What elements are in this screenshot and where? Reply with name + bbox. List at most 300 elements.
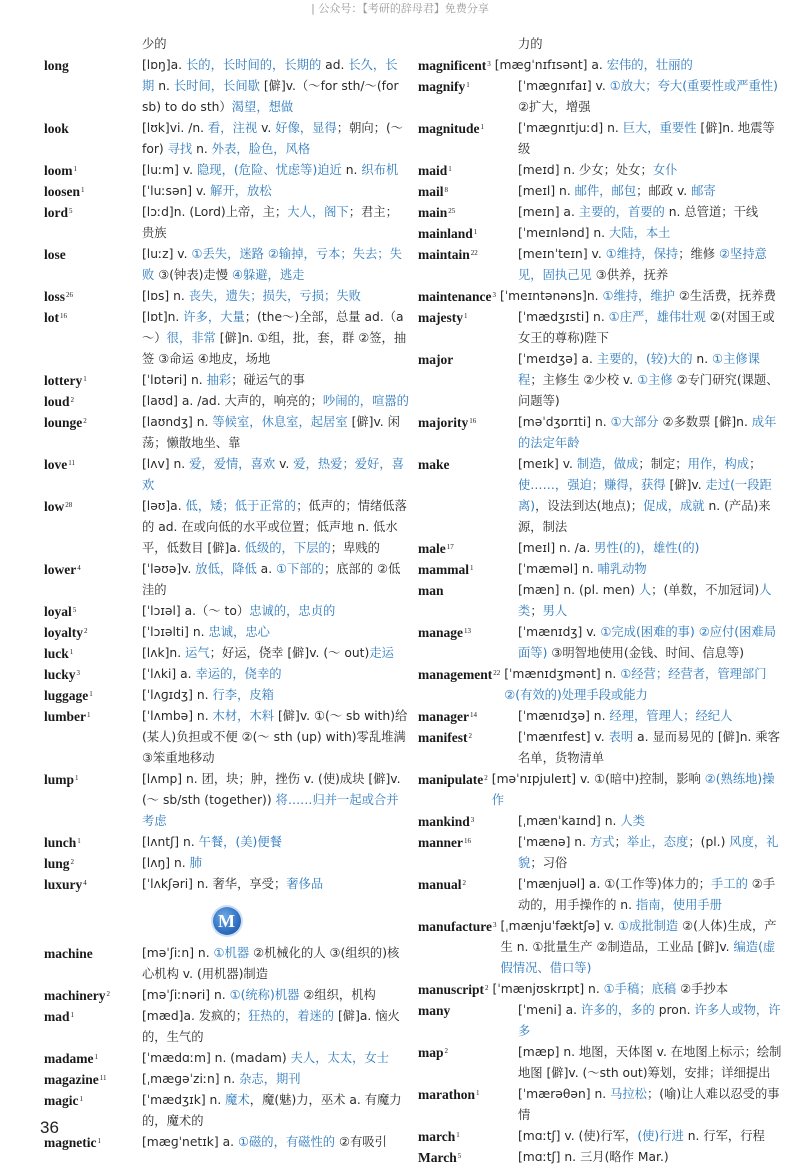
dictionary-entry — [418, 979, 783, 1000]
definition-text: [lʌk]n. — [142, 646, 186, 660]
headword: magnify$^1$ — [418, 79, 470, 94]
frequency-count: 2 — [444, 1047, 449, 1055]
dictionary-entry — [418, 580, 783, 622]
definition-text: [ˈmeni] a. — [518, 1003, 581, 1017]
key-meaning: 很，非常 — [166, 331, 216, 345]
key-meaning: 主要的，(较)大的 — [596, 352, 693, 366]
key-meaning: (使)行进 — [637, 1129, 684, 1143]
frequency-count: 3 — [487, 60, 491, 68]
dictionary-entry — [418, 622, 783, 664]
key-meaning: ①放大；夸大(重要性或严重性) — [609, 79, 778, 93]
definition-text: ②手抄本 — [676, 982, 728, 996]
definition-text: [ˈmænjuəl] a. ①(工作等)体力的； — [518, 877, 711, 891]
frequency-count: 1 — [470, 564, 474, 572]
headword: March$^5$ — [418, 1150, 462, 1165]
headword: loom$^1$ — [44, 163, 77, 178]
headword: magnetic$^1$ — [44, 1135, 101, 1150]
definition-text: ②扩大，增强 — [518, 100, 591, 114]
definition-text: [ˈmænɪdʒmənt] n. — [504, 667, 621, 681]
dictionary-entry — [418, 727, 783, 769]
definition — [142, 559, 409, 601]
definition-text: ad. — [321, 58, 349, 72]
frequency-count: 5 — [72, 606, 77, 614]
key-meaning: ①下部的 — [276, 562, 324, 576]
key-meaning: 走运 — [369, 646, 394, 660]
dictionary-entry — [418, 1084, 783, 1126]
definition — [492, 769, 783, 811]
key-meaning: 吵闹的，喧嚣的 — [322, 394, 409, 408]
definition — [142, 55, 409, 118]
dictionary-entry — [418, 118, 783, 160]
headword: manipulate$^2$ — [418, 772, 488, 787]
key-meaning: 许多的，多的 — [581, 1003, 655, 1017]
definition-text: ；底部的 ②低洼的 — [142, 562, 401, 597]
frequency-count: 2 — [84, 627, 88, 635]
headword: low$^{28}$ — [44, 499, 73, 514]
key-meaning: 行李，皮箱 — [212, 688, 274, 702]
key-meaning: ①维持，保持 — [605, 247, 679, 261]
dictionary-entry — [44, 286, 409, 307]
definition-text: [ˈlɔɪəl] a.（～ to） — [142, 604, 250, 618]
frequency-count: 1 — [69, 648, 74, 656]
key-meaning: ①完成(困难的事) — [600, 625, 695, 639]
definition — [142, 664, 409, 685]
headword: maintenance$^3$ — [418, 289, 496, 304]
key-meaning: 抽彩 — [206, 373, 232, 387]
definition-text: [僻]v. — [665, 478, 706, 492]
frequency-count: 1 — [463, 312, 468, 320]
definition-text: [ˈmænjʊskrɪpt] n. — [492, 982, 604, 996]
definition-text: n. 总管道；干线 — [664, 205, 759, 219]
dictionary-entry — [418, 1126, 783, 1147]
definition-text: ，设法到达(地点)； — [535, 499, 644, 513]
definition-text: [ˈlɔɪəlti] n. — [142, 625, 209, 639]
headword: lunch$^1$ — [44, 835, 81, 850]
definition — [142, 307, 409, 370]
dictionary-entry — [44, 853, 409, 874]
definition-text: [lɒs] n. — [142, 289, 189, 303]
definition-text: [ˈluːsən] v. — [142, 184, 211, 198]
headword: lose — [44, 247, 66, 262]
key-meaning: 人类 — [518, 583, 772, 618]
definition — [142, 1132, 409, 1153]
definition-text: [僻]v. 闲荡；懒散地坐、靠 — [142, 415, 400, 450]
definition-text: v. — [275, 457, 294, 471]
headword: magazine$^{11}$ — [44, 1072, 107, 1087]
definition-text: ；朝向；(～for) — [142, 121, 404, 156]
dictionary-entry — [44, 601, 409, 622]
key-meaning: ②(熟练地)操作 — [491, 772, 775, 807]
dictionary-entry — [44, 664, 409, 685]
definition-text: [ˈmeɪnlənd] n. — [518, 226, 609, 240]
dictionary-entry — [44, 832, 409, 853]
definition-text: [məˈʃiːnəri] n. — [142, 988, 230, 1002]
definition-text: [僻]v.（～for sth/～(for sb) to do sth） — [142, 79, 399, 114]
definition-text: n. — [341, 163, 362, 177]
headword: look — [44, 121, 69, 136]
definition-text: [mæɡˈnɪfɪsənt] a. — [494, 58, 607, 72]
key-meaning: 女仆 — [652, 163, 678, 177]
dictionary-entry — [44, 370, 409, 391]
key-meaning: ①成批制造 — [618, 919, 679, 933]
key-meaning: ①维持，维护 — [602, 289, 675, 303]
definition-text: ②生活费，抚养费 — [674, 289, 776, 303]
definition-text: ；习俗 — [530, 856, 568, 870]
headword: madame$^1$ — [44, 1051, 98, 1066]
frequency-count: 1 — [466, 81, 470, 89]
key-meaning: 夫人，太太，女士 — [290, 1051, 390, 1065]
definition — [518, 349, 783, 412]
key-meaning: 好像，显得 — [275, 121, 337, 135]
definition-text: [luːm] v. — [142, 163, 197, 177]
key-meaning: 幸运的，侥幸的 — [195, 667, 282, 681]
frequency-count: 28 — [65, 501, 73, 509]
frequency-count: 2 — [485, 984, 489, 992]
definition-text: [mæp] n. 地图，天体图 v. 在地图上标示；绘制地图 [僻]v. (～sth out)筹划，安排；详细提出 — [518, 1045, 782, 1080]
dictionary-entry — [44, 244, 409, 286]
frequency-count: 1 — [89, 690, 93, 698]
headword: luxury$^4$ — [44, 877, 87, 892]
definition — [142, 622, 409, 643]
definition-text: [ˈlʌki] a. — [142, 667, 196, 681]
headword: machinery$^2$ — [44, 988, 110, 1003]
definition-text: [ˈləʊə]v. — [142, 562, 196, 576]
definition-text: ；维修 — [678, 247, 720, 261]
key-meaning: 哺乳动物 — [597, 562, 647, 576]
key-meaning: 邮件，邮包 — [574, 184, 637, 198]
key-meaning: 长久，长期 — [142, 58, 398, 93]
definition — [518, 811, 783, 832]
definition-text: [ˈmænɪdʒə] n. — [518, 709, 610, 723]
definition — [142, 412, 409, 454]
definition-text: [ˈmænɪdʒ] v. — [518, 625, 601, 639]
definition-text: ②专门研究(课题、问题等) — [518, 373, 779, 408]
key-meaning: 看，注视 — [208, 121, 258, 135]
frequency-count: 1 — [83, 375, 87, 383]
frequency-count: 1 — [73, 165, 77, 173]
frequency-count: 1 — [456, 1131, 460, 1139]
key-meaning: ①大部分 — [610, 415, 659, 429]
definition — [518, 202, 783, 223]
key-meaning: 走过(一段距离) — [518, 478, 772, 513]
section-letter-badge: M — [213, 907, 241, 935]
definition — [142, 685, 409, 706]
dictionary-entry — [418, 664, 783, 706]
dictionary-entry — [418, 538, 783, 559]
frequency-count: 8 — [444, 186, 448, 194]
definition-text: [meɪnˈteɪn] v. — [518, 247, 606, 261]
definition — [518, 412, 783, 454]
definition — [142, 202, 409, 244]
frequency-count: 26 — [66, 291, 74, 299]
headword: luck$^1$ — [44, 646, 74, 661]
dictionary-entry — [44, 496, 409, 559]
headword: many — [418, 1003, 451, 1018]
key-meaning: 宏伟的，壮丽的 — [606, 58, 693, 72]
dictionary-entry — [418, 874, 783, 916]
key-meaning: 巨大，重要性 — [622, 121, 697, 135]
dictionary-entry — [418, 223, 783, 244]
key-meaning: ①主修 — [637, 373, 673, 387]
key-meaning: ④躲避，逃走 — [231, 268, 305, 282]
dictionary-entry — [44, 685, 409, 706]
definition — [518, 1126, 783, 1147]
definition-text: ；低声的；情绪低落的 ad. 在或向低的水平或位置；低声地 n. 低水平，低数目 [僻]a. — [142, 499, 407, 555]
headword: mad$^1$ — [44, 1009, 75, 1024]
frequency-count: 2 — [106, 990, 110, 998]
definition-text: [ləʊ]a. — [142, 499, 186, 513]
definition-text: ③(钟表)走慢 — [154, 268, 232, 282]
key-meaning: ②(有效的)处理手段或能力 — [504, 688, 648, 702]
definition-text: [meɪk] v. — [518, 457, 577, 471]
right-column — [418, 34, 783, 1168]
definition-text: ；(喻)让人难以忍受的事情 — [518, 1087, 780, 1122]
key-meaning: ①(统称)机器 — [229, 988, 300, 1002]
definition — [142, 1069, 409, 1090]
key-meaning: 成年的法定年龄 — [518, 415, 777, 450]
definition-text: ②(人体)生成，产生 n. ①批量生产 ②制造品，工业品 [僻]v. — [500, 919, 777, 954]
dictionary-entry — [44, 181, 409, 202]
definition-text: n. 行军，行程 — [683, 1129, 765, 1143]
dictionary-entry — [418, 916, 783, 979]
dictionary-entry — [44, 55, 409, 118]
key-meaning: ②应付(困难局面等) — [518, 625, 776, 660]
headword: manner$^{16}$ — [418, 835, 471, 850]
key-meaning: 寻找 — [167, 142, 193, 156]
headword: make — [418, 457, 450, 472]
key-meaning: 隐现，(危险、忧虑等)迫近 — [196, 163, 342, 177]
key-meaning: 等候室，休息室，起居室 — [212, 415, 348, 429]
definition — [142, 601, 409, 622]
dictionary-entry — [418, 811, 783, 832]
definition-text: [lʌv] n. — [142, 457, 190, 471]
key-meaning: 低级的，下层的 — [244, 541, 331, 555]
headword: mammal$^1$ — [418, 562, 474, 577]
key-meaning: 用作，构成 — [687, 457, 750, 471]
definition — [518, 1147, 783, 1168]
headword: lucky$^3$ — [44, 667, 81, 682]
headword: lottery$^1$ — [44, 373, 87, 388]
dictionary-entry — [418, 1042, 783, 1084]
definition-text: [ˈlʌmbə] n. — [142, 709, 213, 723]
headword: lord$^5$ — [44, 205, 73, 220]
key-meaning: 午餐，(美)便餐 — [198, 835, 282, 849]
dictionary-entry — [418, 202, 783, 223]
key-meaning: ①机器 — [213, 946, 250, 960]
headword: lump$^1$ — [44, 772, 79, 787]
key-meaning: 编造(虚假情况、借口等) — [500, 940, 776, 975]
frequency-count: 14 — [470, 711, 477, 719]
key-meaning: 男人 — [542, 604, 568, 618]
dictionary-entry — [44, 1132, 409, 1153]
key-meaning: 举止，态度 — [626, 835, 689, 849]
headword: map$^2$ — [418, 1045, 449, 1060]
key-meaning: 长时间，长间歇 — [173, 79, 260, 93]
dictionary-entry — [44, 1090, 409, 1132]
frequency-count: 1 — [480, 123, 485, 131]
definition-text: [mɑːtʃ] v. (使)行军， — [518, 1129, 638, 1143]
definition-text: ②有吸引 — [335, 1135, 387, 1149]
key-meaning: 使……，强迫；赚得，获得 — [518, 478, 666, 492]
frequency-count: 3 — [493, 921, 497, 929]
headword: manufacture$^3$ — [418, 919, 497, 934]
definition-text: ； — [749, 457, 762, 471]
definition-text: [ˌmænˈkaɪnd] n. — [518, 814, 621, 828]
frequency-count: 1 — [79, 1095, 83, 1103]
frequency-count: 1 — [81, 186, 85, 194]
definition — [495, 55, 783, 76]
dictionary-entry — [44, 307, 409, 370]
definition-text: [mæn] n. (pl. men) — [518, 583, 639, 597]
definition-text: 力的 — [518, 37, 543, 51]
definition-text: [ˈmæməl] n. — [518, 562, 598, 576]
key-meaning: 手工的 — [710, 877, 748, 891]
frequency-count: 3 — [470, 816, 475, 824]
definition — [518, 244, 783, 286]
frequency-count: 4 — [83, 879, 87, 887]
definition — [142, 370, 409, 391]
key-meaning: 制造，做成 — [576, 457, 639, 471]
dictionary-entry — [418, 412, 783, 454]
key-meaning: 指南，使用手册 — [635, 898, 722, 912]
dictionary-entry — [44, 202, 409, 244]
dictionary-entry — [44, 769, 409, 832]
dictionary-entry — [418, 832, 783, 874]
headword: major — [418, 352, 454, 367]
definition-text: [laʊd] a. /ad. 大声的，响亮的； — [142, 394, 323, 408]
definition — [518, 1084, 783, 1126]
key-meaning: 人类 — [620, 814, 645, 828]
definition-text: ②手动的，用手操作的 n. — [518, 877, 776, 912]
headword: loss$^{26}$ — [44, 289, 74, 304]
definition-text: [lʊk]vi. /n. — [142, 121, 208, 135]
key-meaning: 表明 — [608, 730, 634, 744]
dictionary-entry — [418, 1147, 783, 1168]
frequency-count: 5 — [457, 1152, 462, 1160]
definition — [142, 769, 409, 832]
definition-text: [ˈmædʒɪsti] n. — [518, 310, 609, 324]
key-meaning: 忠诚，忠心 — [208, 625, 270, 639]
headword: lower$^4$ — [44, 562, 81, 577]
dictionary-entry — [44, 622, 409, 643]
key-meaning: 风度，礼貌 — [518, 835, 779, 870]
definition — [142, 874, 409, 895]
key-meaning: 忠诚的，忠贞的 — [249, 604, 336, 618]
definition-text: [ˈmænɪfest] v. — [518, 730, 609, 744]
key-meaning: 邮寄 — [691, 184, 716, 198]
headword: loyal$^5$ — [44, 604, 77, 619]
definition-text: ； — [614, 835, 627, 849]
dictionary-entry — [418, 181, 783, 202]
headword: manifest$^2$ — [418, 730, 472, 745]
definition — [142, 1048, 409, 1069]
key-meaning: ①庄严，雄伟壮观 — [608, 310, 706, 324]
headword: magic$^1$ — [44, 1093, 83, 1108]
definition-text: ②(对国王或女王的尊称)陛下 — [518, 310, 775, 345]
headword: maid$^1$ — [418, 163, 452, 178]
definition — [142, 454, 409, 496]
definition — [142, 286, 409, 307]
definition-text: [僻]n. 地震等级 — [518, 121, 775, 156]
definition-text: [meɪd] n. 少女；处女； — [518, 163, 653, 177]
definition-text: [ˈmædɑːm] n. (madam) — [142, 1051, 291, 1065]
definition-text: ；君主；贵族 — [142, 205, 398, 240]
definition-text: [meɪn] a. — [518, 205, 579, 219]
page-header: | 公众号：【考研的辞母君】免费分享 — [311, 2, 489, 15]
definition — [518, 559, 783, 580]
definition — [493, 979, 783, 1000]
key-meaning: 人 — [638, 583, 652, 597]
definition-text: [lʌŋ] n. — [142, 856, 190, 870]
dictionary-entry — [418, 244, 783, 286]
definition-text: n. (产品)来源，制法 — [518, 499, 771, 534]
key-meaning: 许多人或物，许多 — [518, 1003, 781, 1038]
frequency-count: 13 — [464, 627, 471, 635]
key-meaning: ①手稿；底稿 — [603, 982, 677, 996]
headword: main$^{25}$ — [418, 205, 456, 220]
headword: manage$^{13}$ — [418, 625, 471, 640]
dictionary-entry — [44, 391, 409, 412]
frequency-count: 2 — [70, 396, 75, 404]
headword: mail$^8$ — [418, 184, 448, 199]
frequency-count: 1 — [473, 228, 478, 236]
frequency-count: 1 — [476, 1089, 480, 1097]
definition-text: [meɪl] n. — [518, 184, 575, 198]
definition — [518, 118, 783, 160]
definition — [518, 1042, 783, 1084]
key-meaning: 男性(的)，雄性(的) — [594, 541, 700, 555]
definition-text: [laʊndʒ] n. — [142, 415, 213, 429]
definition — [142, 853, 409, 874]
frequency-count: 2 — [484, 774, 488, 782]
headword: march$^1$ — [418, 1129, 460, 1144]
frequency-count: 1 — [97, 1137, 101, 1145]
key-meaning: 大陆，本土 — [608, 226, 671, 240]
headword: machine — [44, 946, 93, 961]
headword: loyalty$^2$ — [44, 625, 88, 640]
dictionary-entry — [44, 454, 409, 496]
definition-text: [meɪl] n. /a. — [518, 541, 595, 555]
frequency-count: 2 — [468, 732, 472, 740]
key-meaning: ①主修课程 — [518, 352, 760, 387]
key-meaning: 低，矮；低于正常的 — [185, 499, 297, 513]
frequency-count: 11 — [68, 459, 75, 467]
headword: manuscript$^2$ — [418, 982, 489, 997]
definition-text: ；好运，侥幸 [僻]v. (～ out) — [209, 646, 370, 660]
definition-text: ；碰运气的事 — [231, 373, 305, 387]
definition-text: [lʌntʃ] n. — [142, 835, 199, 849]
headword: maintain$^{22}$ — [418, 247, 478, 262]
definition — [142, 943, 409, 985]
definition-text: [ˈmeɪdʒə] a. — [518, 352, 597, 366]
key-meaning: 外表，脸色，风格 — [211, 142, 311, 156]
dictionary-entry — [418, 55, 783, 76]
key-meaning: 爱，热爱；爱好，喜欢 — [142, 457, 404, 492]
definition-text: [僻]n. ①组，批，套，群 ②签，抽签 ③命运 ④地皮，场地 — [142, 331, 407, 366]
definition — [518, 706, 783, 727]
frequency-count: 1 — [75, 774, 79, 782]
frequency-count: 4 — [77, 564, 81, 572]
definition — [142, 496, 409, 559]
headword: loosen$^1$ — [44, 184, 85, 199]
definition — [518, 538, 783, 559]
frequency-count: 3 — [76, 669, 81, 677]
frequency-count: 25 — [448, 207, 456, 215]
dictionary-entry — [418, 76, 783, 118]
definition-text: [lɒŋ]a. — [142, 58, 186, 72]
definition-text: [ˈmeɪntənəns]n. — [500, 289, 603, 303]
dictionary-entry — [44, 874, 409, 895]
